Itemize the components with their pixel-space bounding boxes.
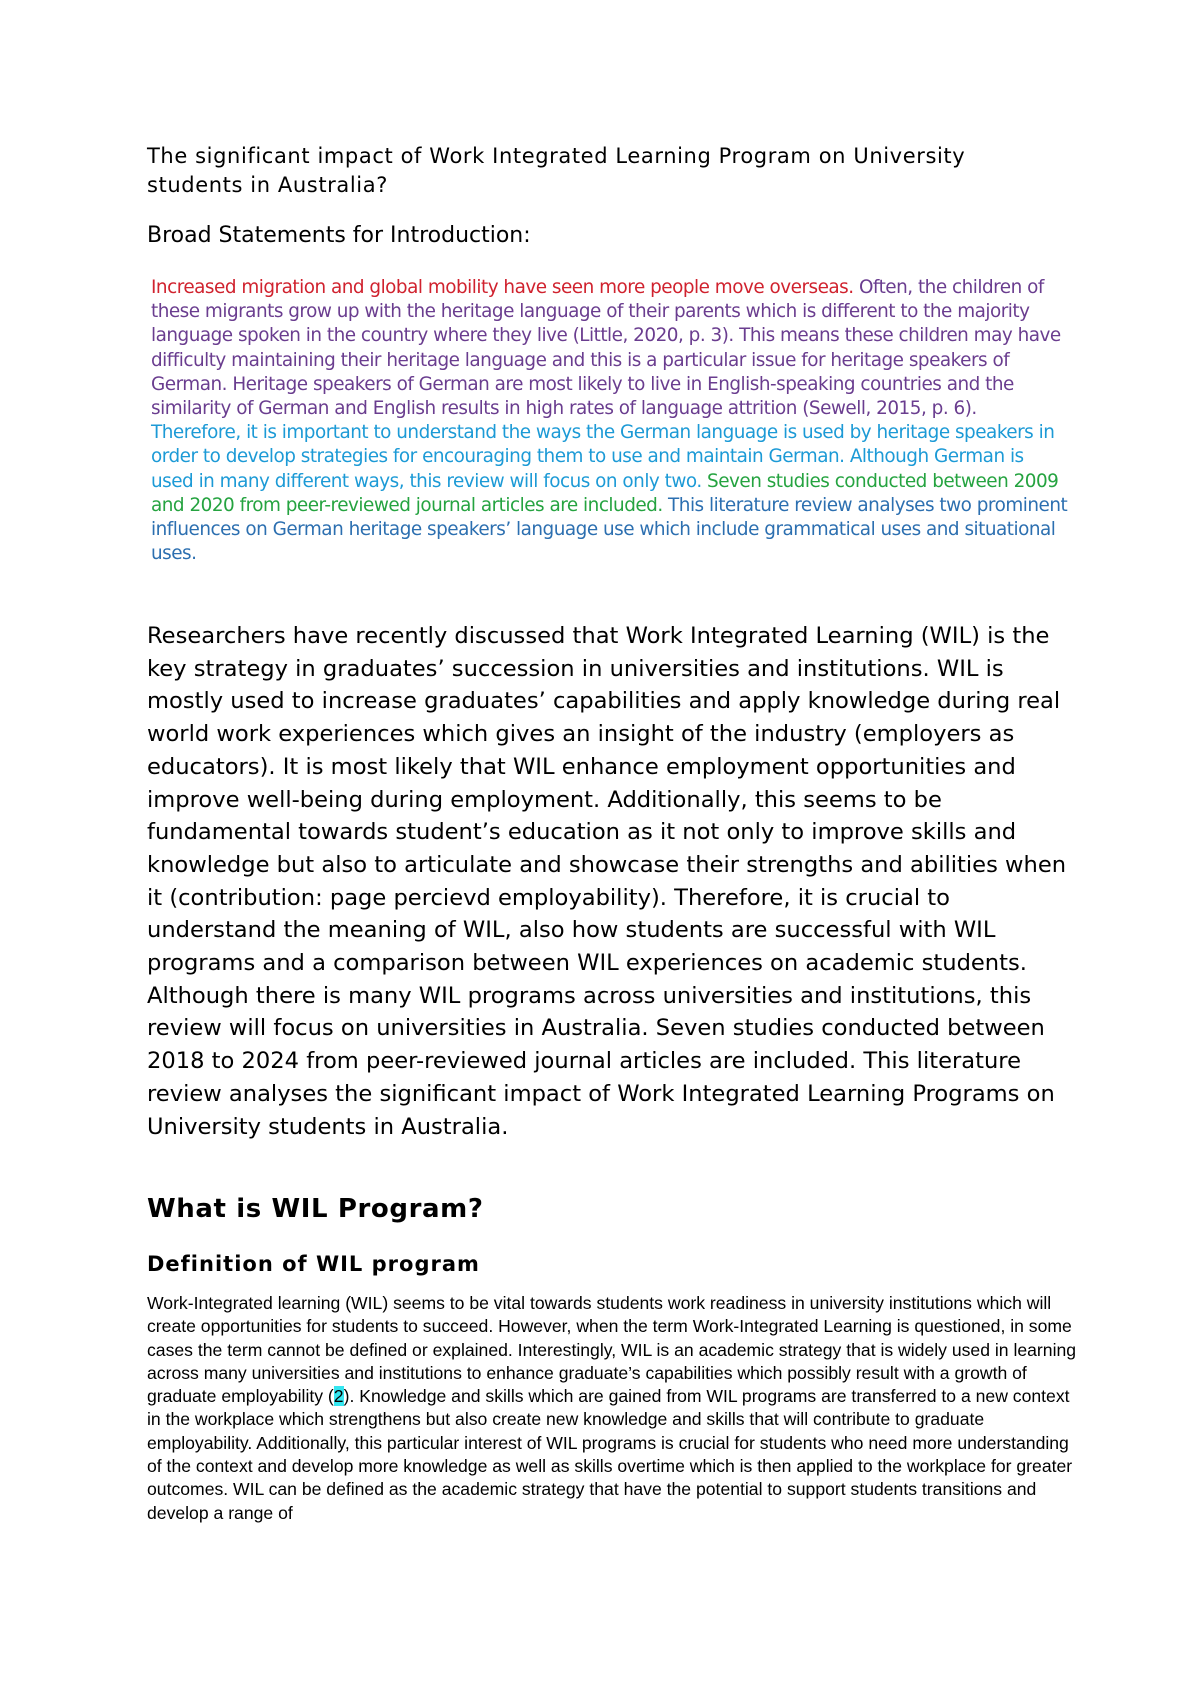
example-rationale: Therefore, it is important to understand the ways the German language is used by heritage speakers in order to develop strategies for encouraging them to use and maintain German. Although German is used in many different ways, this review will focus on only two. (151, 422, 1055, 492)
example-scope: Seven studies conducted between 2009 and 2020 from peer-reviewed journal articles are included. (151, 470, 1059, 516)
definition-paragraph (147, 1292, 1077, 1525)
subsection-heading: Definition of WIL program (147, 1252, 480, 1276)
definition-text-start: Work-Integrated learning (WIL) seems to be vital towards students work readiness in university institutions which will create opportunities for students to succeed. However, when the term Work-Integrated Learning is questioned, in some cases the term cannot be defined or explained. Interestingly, WIL is an academic strategy that is widely used in learning across many universities and institutions to enhance graduate’s capabilities which possibly result with a growth of graduate employability ( (147, 1293, 1077, 1407)
highlighted-citation: 2 (333, 1386, 344, 1407)
section-heading: What is WIL Program? (147, 1194, 484, 1224)
example-broad-statement: Increased migration and global mobility have seen more people move overseas. (151, 277, 854, 298)
definition-text-end: ). Knowledge and skills which are gained from WIL programs are transferred to a new context in the workplace which strengthens but also create new knowledge and skills that will contribute to graduate employability. Additionally, this particular interest of WIL programs is crucial for students who need more understanding of the context and develop more knowledge as well as skills overtime which is then applied to the workplace for greater outcomes. WIL can be defined as the academic strategy that have the potential to support students transitions and develop a range of (147, 1386, 1073, 1523)
color-coded-example-paragraph (151, 276, 1071, 566)
example-background: Often, the children of these migrants grow up with the heritage language of their parents which is different to the majority language spoken in the country where they live (Little, 2020, p. 3). This means these children may have difficulty maintaining their heritage language and this is a particular issue for heritage speakers of German. Heritage speakers of German are most likely to live in English-speaking countries and the similarity of German and English results in high rates of language attrition (Sewell, 2015, p. 6). (151, 277, 1061, 420)
example-focus: This literature review analyses two prominent influences on German heritage speakers’ language use which include grammatical uses and situational uses. (151, 494, 1068, 565)
document-title: The significant impact of Work Integrated Learning Program on University students in Australia? (147, 144, 966, 197)
broad-statements-heading: Broad Statements for Introduction: (147, 223, 531, 248)
introduction-paragraph: Researchers have recently discussed that Work Integrated Learning (WIL) is the key strategy in graduates’ succession in universities and institutions. WIL is mostly used to increase graduates’ capabilities and apply knowledge during real world work experiences which gives an insight of the industry (employers as educators). It is most likely that WIL enhance employment opportunities and improve well-being during employment. Additionally, this seems to be fundamental towards student’s education as it not only to improve skills and knowledge but also to articulate and showcase their strengths and abilities when it (contribution: page percievd employability). Therefore, it is crucial to understand the meaning of WIL, also how students are successful with WIL programs and a comparison between WIL experiences on academic students. Although there is many WIL programs across universities and institutions, this review will focus on universities in Australia. Seven studies conducted between 2018 to 2024 from peer-reviewed journal articles are included. This literature review analyses the significant impact of Work Integrated Learning Programs on University students in Australia. (147, 623, 1067, 1140)
